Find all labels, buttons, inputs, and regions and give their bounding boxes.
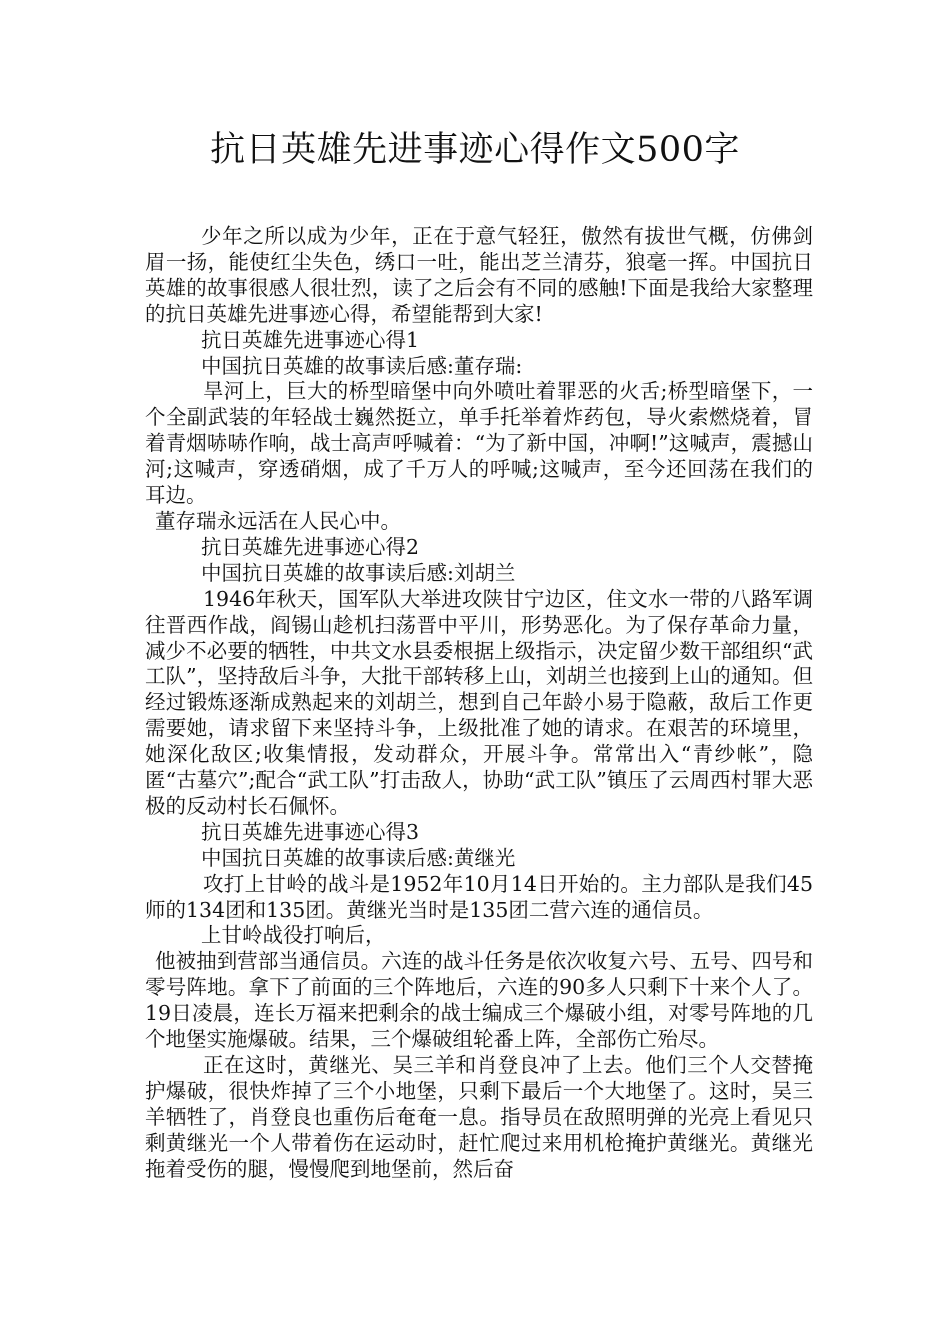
body-paragraph: 他被抽到营部当通信员。六连的战斗任务是依次收复六号、五号、四号和零号阵地。拿下了前面的三个阵地后，六连的90多人只剩下十来个人了。19日凌晨，连长万福来把剩余的战士编成三个爆破小组，对零号阵地的几个地堡实施爆破。结果，三个爆破组轮番上阵，全部伤亡殆尽。 — [145, 949, 813, 1052]
section-heading-1: 抗日英雄先进事迹心得1 — [201, 327, 420, 352]
body-paragraph: 攻打上甘岭的战斗是1952年10月14日开始的。主力部队是我们45师的134团和135团。黄继光当时是135团二营六连的通信员。 — [145, 871, 813, 922]
section-heading-2: 抗日英雄先进事迹心得2 — [201, 534, 420, 559]
body-paragraph: 旱河上，巨大的桥型暗堡中向外喷吐着罪恶的火舌;桥型暗堡下，一个全副武装的年轻战士巍然挺立，单手托举着炸药包，导火索燃烧着，冒着青烟哧哧作响，战士高声呼喊着：“为了新中国，冲啊!”这喊声，震撼山河;这喊声，穿透硝烟，成了千万人的呼喊;这喊声，至今还回荡在我们的耳边。 — [145, 379, 813, 508]
document-title: 抗日英雄先进事迹心得作文500字 — [210, 130, 740, 170]
section-subtitle-2: 中国抗日英雄的故事读后感:刘胡兰 — [201, 560, 516, 585]
section-heading-3: 抗日英雄先进事迹心得3 — [201, 819, 420, 844]
body-paragraph: 正在这时，黄继光、吴三羊和肖登良冲了上去。他们三个人交替掩护爆破，很快炸掉了三个小地堡，只剩下最后一个大地堡了。这时，吴三羊牺牲了，肖登良也重伤后奄奄一息。指导员在敌照明弹的光亮上看见只剩黄继光一个人带着伤在运动时，赶忙爬过来用机枪掩护黄继光。黄继光拖着受伤的腿，慢慢爬到地堡前，然后奋 — [145, 1053, 813, 1181]
intro-paragraph: 少年之所以成为少年，正在于意气轻狂，傲然有拔世气概，仿佛剑眉一扬，能使红尘失色，绣口一吐，能出芝兰清芬，狼毫一挥。中国抗日英雄的故事很感人很壮烈，读了之后会有不同的感触!下面是我给大家整理的抗日英雄先进事迹心得，希望能帮到大家! — [145, 224, 813, 326]
document-body — [145, 224, 813, 1183]
body-paragraph: 1946年秋天，国军队大举进攻陕甘宁边区，住文水一带的八路军调往晋西作战，阎锡山趁机扫荡晋中平川，形势恶化。为了保存革命力量，减少不必要的牺牲，中共文水县委根据上级指示，决定留少数干部组织“武工队”，坚持敌后斗争，大批干部转移上山，刘胡兰也接到上山的通知。但经过锻炼逐渐成熟起来的刘胡兰，想到自己年龄小易于隐蔽，敌后工作更需要她，请求留下来坚持斗争，上级批准了她的请求。在艰苦的环境里，她深化敌区;收集情报，发动群众，开展斗争。常常出入“青纱帐”，隐匿“古墓穴”;配合“武工队”打击敌人，协助“武工队”镇压了云周西村罪大恶极的反动村长石佩怀。 — [145, 586, 813, 818]
section-subtitle-3: 中国抗日英雄的故事读后感:黄继光 — [201, 845, 516, 870]
body-paragraph: 董存瑞永远活在人民心中。 — [155, 508, 401, 533]
body-paragraph: 上甘岭战役打响后， — [201, 923, 386, 948]
section-subtitle-1: 中国抗日英雄的故事读后感:董存瑞: — [201, 353, 523, 378]
